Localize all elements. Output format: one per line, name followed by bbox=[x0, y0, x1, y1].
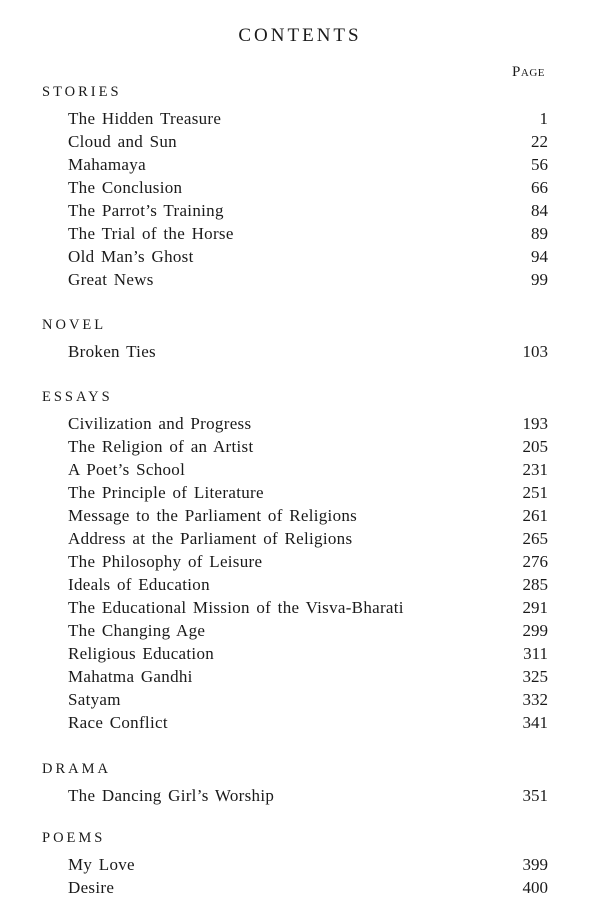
entry-page-number: 231 bbox=[522, 460, 548, 479]
toc-entry bbox=[0, 504, 600, 527]
toc-entry bbox=[0, 458, 600, 481]
toc-entry bbox=[0, 642, 600, 665]
entry-page-number: 325 bbox=[522, 667, 548, 686]
entry-page-number: 103 bbox=[522, 342, 548, 361]
entry-title: Old Man’s Ghost bbox=[68, 247, 194, 266]
section-heading: DRAMA bbox=[42, 761, 111, 777]
toc-entry bbox=[0, 853, 600, 876]
toc-entry bbox=[0, 784, 600, 807]
toc-entry bbox=[0, 481, 600, 504]
section-heading: POEMS bbox=[42, 830, 106, 846]
entry-page-number: 341 bbox=[522, 713, 548, 732]
entry-page-number: 56 bbox=[531, 155, 548, 174]
toc-entry bbox=[0, 665, 600, 688]
entry-page-number: 1 bbox=[539, 109, 548, 128]
entry-list bbox=[0, 107, 600, 291]
entry-title: The Trial of the Horse bbox=[68, 224, 234, 243]
entry-title: My Love bbox=[68, 855, 135, 874]
entry-title: Message to the Parliament of Religions bbox=[68, 506, 358, 525]
section-heading: ESSAYS bbox=[42, 389, 113, 405]
entry-title: The Philosophy of Leisure bbox=[68, 552, 263, 571]
entry-title: Mahatma Gandhi bbox=[68, 667, 193, 686]
section-heading: STORIES bbox=[42, 84, 122, 100]
section-heading: NOVEL bbox=[42, 317, 107, 333]
entry-page-number: 299 bbox=[522, 621, 548, 640]
entry-title: Mahamaya bbox=[68, 155, 146, 174]
entry-page-number: 66 bbox=[531, 178, 548, 197]
entry-title: Desire bbox=[68, 878, 115, 897]
toc-entry bbox=[0, 527, 600, 550]
toc-entry bbox=[0, 876, 600, 899]
entry-title: Race Conflict bbox=[68, 713, 168, 732]
entry-title: Great News bbox=[68, 270, 154, 289]
page-title: CONTENTS bbox=[238, 25, 362, 46]
toc-entry bbox=[0, 688, 600, 711]
entry-title: Civilization and Progress bbox=[68, 414, 252, 433]
entry-title: Cloud and Sun bbox=[68, 132, 177, 151]
entry-page-number: 251 bbox=[522, 483, 548, 502]
entry-page-number: 351 bbox=[522, 786, 548, 805]
entry-page-number: 311 bbox=[523, 644, 548, 663]
toc-entry bbox=[0, 199, 600, 222]
entry-page-number: 99 bbox=[531, 270, 548, 289]
toc-entry bbox=[0, 550, 600, 573]
entry-page-number: 22 bbox=[531, 132, 548, 151]
toc-entry bbox=[0, 222, 600, 245]
entry-page-number: 84 bbox=[531, 201, 548, 220]
toc-entry bbox=[0, 107, 600, 130]
toc-entry bbox=[0, 245, 600, 268]
entry-title: The Religion of an Artist bbox=[68, 437, 254, 456]
entry-page-number: 205 bbox=[522, 437, 548, 456]
page-column-label: Page bbox=[512, 64, 545, 80]
toc-entry bbox=[0, 268, 600, 291]
entry-page-number: 261 bbox=[522, 506, 548, 525]
entry-title: Address at the Parliament of Religions bbox=[68, 529, 353, 548]
toc-entry bbox=[0, 412, 600, 435]
entry-page-number: 193 bbox=[522, 414, 548, 433]
toc-entry bbox=[0, 176, 600, 199]
toc-entry bbox=[0, 130, 600, 153]
toc-entry bbox=[0, 153, 600, 176]
entry-page-number: 265 bbox=[522, 529, 548, 548]
entry-title: The Hidden Treasure bbox=[68, 109, 222, 128]
entry-page-number: 94 bbox=[531, 247, 548, 266]
entry-title: The Dancing Girl’s Worship bbox=[68, 786, 275, 805]
entry-title: The Parrot’s Training bbox=[68, 201, 224, 220]
entry-page-number: 276 bbox=[522, 552, 548, 571]
entry-page-number: 399 bbox=[522, 855, 548, 874]
entry-title: Religious Education bbox=[68, 644, 215, 663]
toc-entry bbox=[0, 340, 600, 363]
entry-title: Ideals of Education bbox=[68, 575, 210, 594]
toc-entry bbox=[0, 619, 600, 642]
entry-title: The Conclusion bbox=[68, 178, 183, 197]
entry-page-number: 285 bbox=[522, 575, 548, 594]
toc-entry bbox=[0, 596, 600, 619]
entry-list bbox=[0, 340, 600, 363]
toc-entry bbox=[0, 711, 600, 734]
entry-title: The Educational Mission of the Visva-Bharati bbox=[68, 598, 404, 617]
entry-title: The Changing Age bbox=[68, 621, 206, 640]
entry-title: Satyam bbox=[68, 690, 121, 709]
entry-list bbox=[0, 784, 600, 807]
toc-entry bbox=[0, 573, 600, 596]
entry-title: A Poet’s School bbox=[68, 460, 186, 479]
entry-title: The Principle of Literature bbox=[68, 483, 264, 502]
entry-page-number: 89 bbox=[531, 224, 548, 243]
entry-page-number: 332 bbox=[522, 690, 548, 709]
toc-entry bbox=[0, 435, 600, 458]
entry-page-number: 400 bbox=[522, 878, 548, 897]
entry-list bbox=[0, 853, 600, 899]
entry-list bbox=[0, 412, 600, 734]
entry-title: Broken Ties bbox=[68, 342, 156, 361]
entry-page-number: 291 bbox=[522, 598, 548, 617]
